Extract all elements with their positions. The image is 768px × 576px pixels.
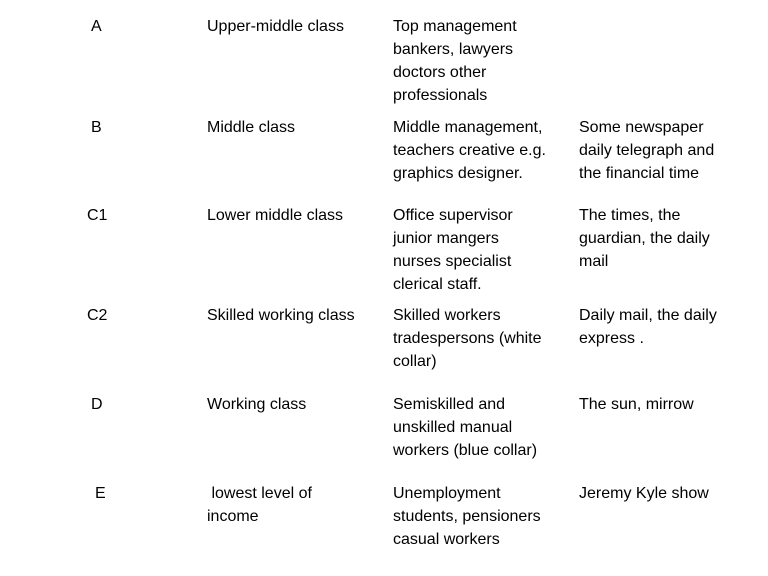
class-line: income: [207, 508, 259, 525]
newspaper-line: mail: [579, 253, 609, 270]
class-cell: [207, 482, 387, 528]
occupation-line: students, pensioners: [393, 508, 541, 525]
occupation-line: doctors other: [393, 64, 487, 81]
occupation-line: clerical staff.: [393, 276, 482, 293]
grade-cell: [91, 393, 121, 416]
occupation-line: casual workers: [393, 531, 500, 548]
occupation-line: Middle management,: [393, 119, 543, 136]
occupation-line: teachers creative e.g.: [393, 142, 546, 159]
occupation-line: tradespersons (white: [393, 330, 542, 347]
occupation-line: Office supervisor: [393, 207, 513, 224]
class-cell: [207, 15, 387, 38]
newspaper-line: Daily mail, the daily: [579, 307, 717, 324]
class-line: Working class: [207, 396, 307, 413]
class-cell: [207, 304, 387, 327]
newspaper-line: daily telegraph and: [579, 142, 715, 159]
newspaper-cell: [579, 116, 764, 185]
occupation-line: unskilled manual: [393, 419, 513, 436]
newspaper-line: Some newspaper: [579, 119, 704, 136]
occupation-cell: [393, 482, 575, 551]
class-cell: [207, 204, 387, 227]
occupation-line: Top management: [393, 18, 517, 35]
occupation-line: Skilled workers: [393, 307, 501, 324]
occupation-cell: [393, 116, 575, 185]
class-cell: [207, 393, 387, 416]
occupation-line: professionals: [393, 87, 488, 104]
occupation-line: Unemployment: [393, 485, 501, 502]
class-line: Skilled working class: [207, 307, 355, 324]
grade-cell: [91, 15, 121, 38]
occupation-line: collar): [393, 353, 437, 370]
occupation-cell: [393, 204, 575, 296]
newspaper-cell: [579, 393, 764, 416]
newspaper-line: express .: [579, 330, 644, 347]
class-line: lowest level of: [207, 485, 312, 502]
grade-label: D: [91, 396, 103, 413]
occupation-cell: [393, 393, 575, 462]
grade-label: B: [91, 119, 102, 136]
newspaper-line: guardian, the daily: [579, 230, 710, 247]
occupation-line: bankers, lawyers: [393, 41, 514, 58]
newspaper-cell: [579, 304, 764, 350]
grade-label: C1: [87, 207, 108, 224]
newspaper-line: The times, the: [579, 207, 681, 224]
class-line: Lower middle class: [207, 207, 344, 224]
grade-cell: [91, 116, 121, 139]
newspaper-cell: [579, 204, 764, 273]
occupation-line: Semiskilled and: [393, 396, 506, 413]
occupation-line: workers (blue collar): [393, 442, 538, 459]
occupation-line: graphics designer.: [393, 165, 523, 182]
occupation-line: nurses specialist: [393, 253, 512, 270]
grade-cell: [95, 482, 125, 505]
grade-cell: [87, 204, 117, 227]
newspaper-line: the financial time: [579, 165, 700, 182]
grade-label: E: [95, 485, 106, 502]
class-cell: [207, 116, 387, 139]
newspaper-cell: [579, 482, 764, 505]
grade-label: A: [91, 18, 102, 35]
class-line: Upper-middle class: [207, 18, 344, 35]
occupation-line: junior mangers: [393, 230, 499, 247]
newspaper-line: The sun, mirrow: [579, 396, 694, 413]
occupation-cell: [393, 15, 575, 107]
class-line: Middle class: [207, 119, 296, 136]
grade-cell: [87, 304, 117, 327]
grade-label: C2: [87, 307, 108, 324]
occupation-cell: [393, 304, 575, 373]
newspaper-line: Jeremy Kyle show: [579, 485, 709, 502]
